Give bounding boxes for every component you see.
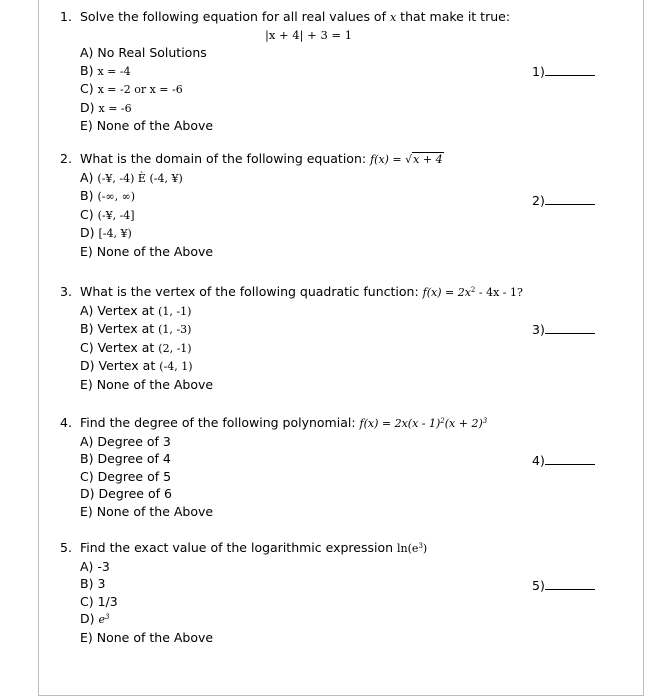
log-expression (397, 542, 427, 555)
question-number: 1. (60, 9, 72, 24)
option-c[interactable] (60, 468, 620, 486)
question-1-stem (60, 8, 620, 27)
function-lhs: f(x) = 2x (422, 286, 471, 299)
answer-blank-3[interactable] (532, 321, 595, 337)
option-c[interactable] (60, 80, 620, 99)
stem-variable: x (389, 11, 397, 24)
option-letter: C) (80, 206, 94, 222)
expression-post: ) (422, 542, 428, 555)
expression-pre: ln(e (397, 542, 419, 555)
option-exponent: 3 (105, 613, 110, 621)
stem-text: What is the domain of the following equation: (80, 151, 367, 166)
function-tail: - 4x - 1? (475, 286, 523, 299)
option-math: (1, -3) (158, 323, 192, 336)
option-letter: C) (80, 593, 94, 609)
question-1-equation: |x + 4| + 3 = 1 (265, 27, 353, 42)
option-math: (2, -1) (158, 341, 192, 355)
option-text: Degree of 5 (97, 468, 172, 484)
option-text: x = -4 (97, 64, 131, 78)
option-text: No Real Solutions (97, 45, 207, 60)
option-c[interactable] (60, 339, 620, 358)
answer-label: 3) (532, 322, 545, 337)
function-exponent: 2 (470, 286, 476, 294)
option-text: None of the Above (96, 376, 214, 392)
option-text: None of the Above (96, 503, 214, 519)
sqrt-icon: √ (405, 153, 413, 166)
option-e[interactable] (60, 503, 620, 521)
function-part-2: (x + 2) (444, 417, 483, 430)
option-text: (-∞, ∞) (97, 190, 136, 203)
answer-blank-4[interactable] (532, 452, 595, 468)
option-letter: D) (80, 225, 95, 240)
option-letter: A) (80, 433, 94, 449)
option-e[interactable] (60, 117, 620, 135)
option-letter: A) (80, 169, 94, 185)
option-text: (-¥, -4) È (-4, ¥) (97, 171, 183, 185)
option-c[interactable] (60, 206, 620, 225)
option-a[interactable] (60, 558, 620, 576)
option-text: None of the Above (96, 118, 214, 133)
option-letter: E) (80, 118, 93, 133)
option-text: x = -6 (98, 101, 132, 115)
answer-blank-1[interactable] (532, 63, 595, 79)
answer-line (545, 577, 595, 590)
option-letter: A) (80, 45, 94, 60)
option-e[interactable] (60, 376, 620, 394)
function-expression (423, 286, 523, 299)
option-d[interactable] (60, 485, 620, 503)
radicand: x + 4 (413, 153, 443, 166)
option-letter: D) (80, 486, 95, 501)
option-math: (-4, 1) (159, 360, 193, 373)
question-3-stem (60, 283, 620, 302)
option-letter: A) (80, 302, 94, 318)
option-letter: D) (80, 99, 95, 115)
option-text: e (98, 613, 106, 626)
option-letter: D) (80, 358, 95, 373)
option-letter: B) (80, 321, 94, 336)
function-expression (360, 417, 488, 430)
option-letter: C) (80, 339, 94, 355)
option-a[interactable] (60, 169, 620, 188)
option-text: [-4, ¥) (98, 227, 132, 240)
function-expression (370, 152, 444, 166)
option-text: -3 (97, 558, 110, 574)
option-letter: E) (80, 243, 93, 259)
option-letter: C) (80, 468, 94, 484)
option-a[interactable] (60, 302, 620, 321)
option-text: 3 (97, 576, 106, 591)
option-text: Degree of 4 (97, 451, 171, 466)
question-number: 2. (60, 151, 72, 166)
option-e[interactable] (60, 243, 620, 261)
question-number: 3. (60, 284, 72, 299)
answer-label: 2) (532, 193, 545, 208)
option-text: None of the Above (96, 629, 214, 645)
answer-line (545, 192, 595, 205)
function-exponent-2: 3 (482, 417, 488, 425)
answer-label: 1) (532, 64, 545, 79)
option-text: (-¥, -4] (97, 208, 135, 222)
option-letter: C) (80, 81, 94, 96)
option-math (99, 613, 110, 626)
answer-blank-2[interactable] (532, 192, 595, 208)
option-math: (1, -1) (158, 304, 192, 318)
option-a[interactable] (60, 433, 620, 451)
option-letter: B) (80, 451, 94, 466)
answer-label: 5) (532, 578, 545, 593)
question-5-stem (60, 539, 620, 558)
option-letter: B) (80, 62, 94, 78)
option-text: x = -2 or x = -6 (97, 83, 183, 96)
function-part-1: f(x) = 2x(x - 1) (359, 417, 441, 430)
stem-text: What is the vertex of the following quadratic function: (80, 284, 419, 299)
function-lhs: f(x) = (370, 153, 402, 166)
question-number: 4. (60, 415, 72, 430)
option-e[interactable] (60, 629, 620, 647)
function-exponent-1: 2 (440, 417, 445, 425)
option-d[interactable] (60, 224, 620, 243)
option-letter: E) (80, 503, 93, 519)
option-letter: B) (80, 576, 94, 591)
option-d[interactable] (60, 99, 620, 118)
option-text: Vertex at (98, 358, 156, 373)
option-letter: E) (80, 629, 93, 645)
option-text: Vertex at (97, 302, 155, 318)
option-a[interactable] (60, 44, 620, 62)
answer-line (545, 452, 595, 465)
option-letter: B) (80, 188, 94, 203)
question-number: 5. (60, 540, 72, 555)
question-3 (60, 283, 620, 393)
answer-label: 4) (532, 453, 545, 468)
option-text: Vertex at (97, 339, 155, 355)
option-letter: A) (80, 558, 94, 574)
option-letter: D) (80, 611, 95, 626)
option-d[interactable] (60, 610, 620, 629)
option-text: Degree of 6 (98, 486, 172, 501)
option-text: Degree of 3 (97, 433, 171, 449)
question-2-stem (60, 150, 620, 169)
stem-text: Solve the following equation for all real values of (80, 9, 386, 24)
stem-tail: that make it true: (400, 9, 511, 24)
option-c[interactable] (60, 593, 620, 611)
expression-exponent: 3 (418, 542, 423, 550)
option-d[interactable] (60, 357, 620, 376)
option-text: Vertex at (97, 321, 155, 336)
answer-line (545, 63, 595, 76)
answer-blank-5[interactable] (532, 577, 595, 593)
question-4-stem (60, 414, 620, 433)
answer-line (545, 321, 595, 334)
option-letter: E) (80, 376, 93, 392)
option-text: None of the Above (96, 243, 214, 259)
stem-text: Find the exact value of the logarithmic expression (80, 540, 394, 555)
stem-text: Find the degree of the following polynomial: (80, 415, 356, 430)
option-text: 1/3 (97, 593, 118, 609)
